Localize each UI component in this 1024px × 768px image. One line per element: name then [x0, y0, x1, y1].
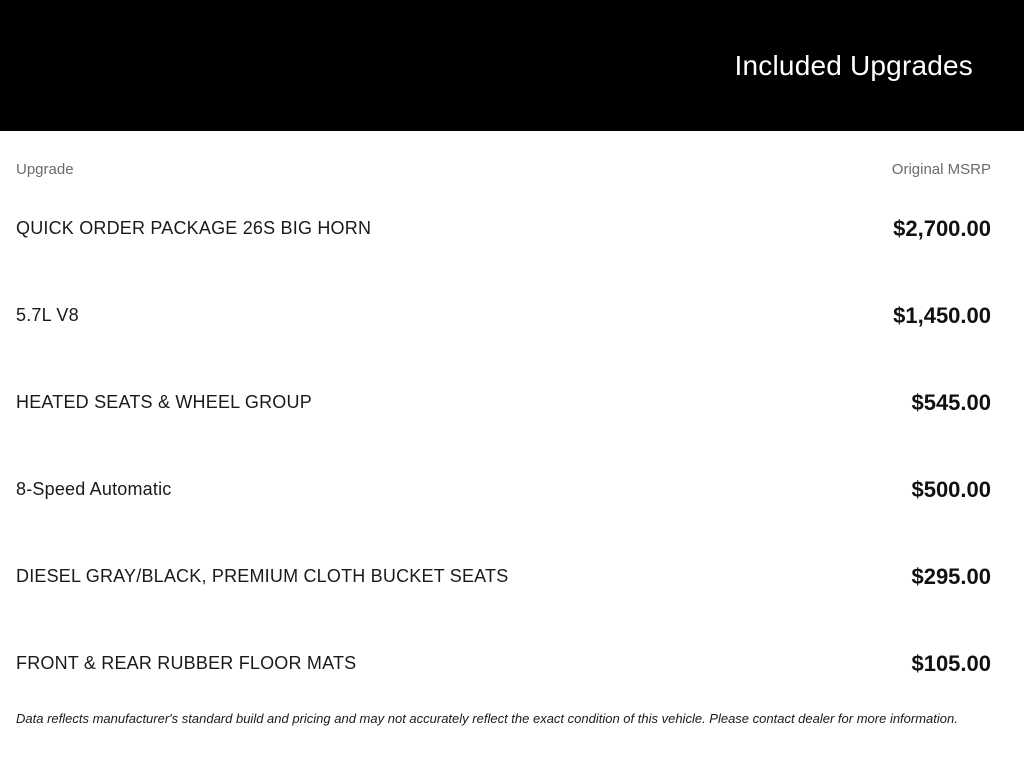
- upgrade-name: DIESEL GRAY/BLACK, PREMIUM CLOTH BUCKET SEATS: [16, 566, 509, 586]
- table-row: [16, 533, 991, 620]
- header-band: [0, 0, 1024, 131]
- upgrades-table: [16, 185, 991, 707]
- upgrade-name: 5.7L V8: [16, 305, 79, 325]
- column-header-msrp: Original MSRP: [891, 161, 991, 178]
- column-header-upgrade: Upgrade: [16, 161, 74, 178]
- included-upgrades-section: [0, 162, 1024, 727]
- table-row: [16, 272, 991, 359]
- table-row: [16, 446, 991, 533]
- page-title: Included Upgrades: [734, 49, 973, 81]
- upgrade-name: QUICK ORDER PACKAGE 26S BIG HORN: [16, 218, 372, 238]
- upgrade-price: $295.00: [911, 563, 991, 589]
- upgrade-name: 8-Speed Automatic: [16, 479, 172, 499]
- table-column-headers: [16, 162, 991, 177]
- disclaimer-text: Data reflects manufacturer's standard build and pricing and may not accurately reflect the exact condition of this vehicle. Please contact dealer for more information.: [16, 711, 958, 726]
- table-row: [16, 185, 991, 272]
- upgrade-price: $500.00: [911, 476, 991, 502]
- upgrade-price: $1,450.00: [893, 302, 991, 328]
- upgrade-name: FRONT & REAR RUBBER FLOOR MATS: [16, 653, 357, 673]
- upgrade-price: $545.00: [911, 389, 991, 415]
- upgrade-price: $105.00: [911, 650, 991, 676]
- upgrade-price: $2,700.00: [893, 215, 991, 241]
- upgrade-name: HEATED SEATS & WHEEL GROUP: [16, 392, 312, 412]
- table-row: [16, 620, 991, 707]
- table-row: [16, 359, 991, 446]
